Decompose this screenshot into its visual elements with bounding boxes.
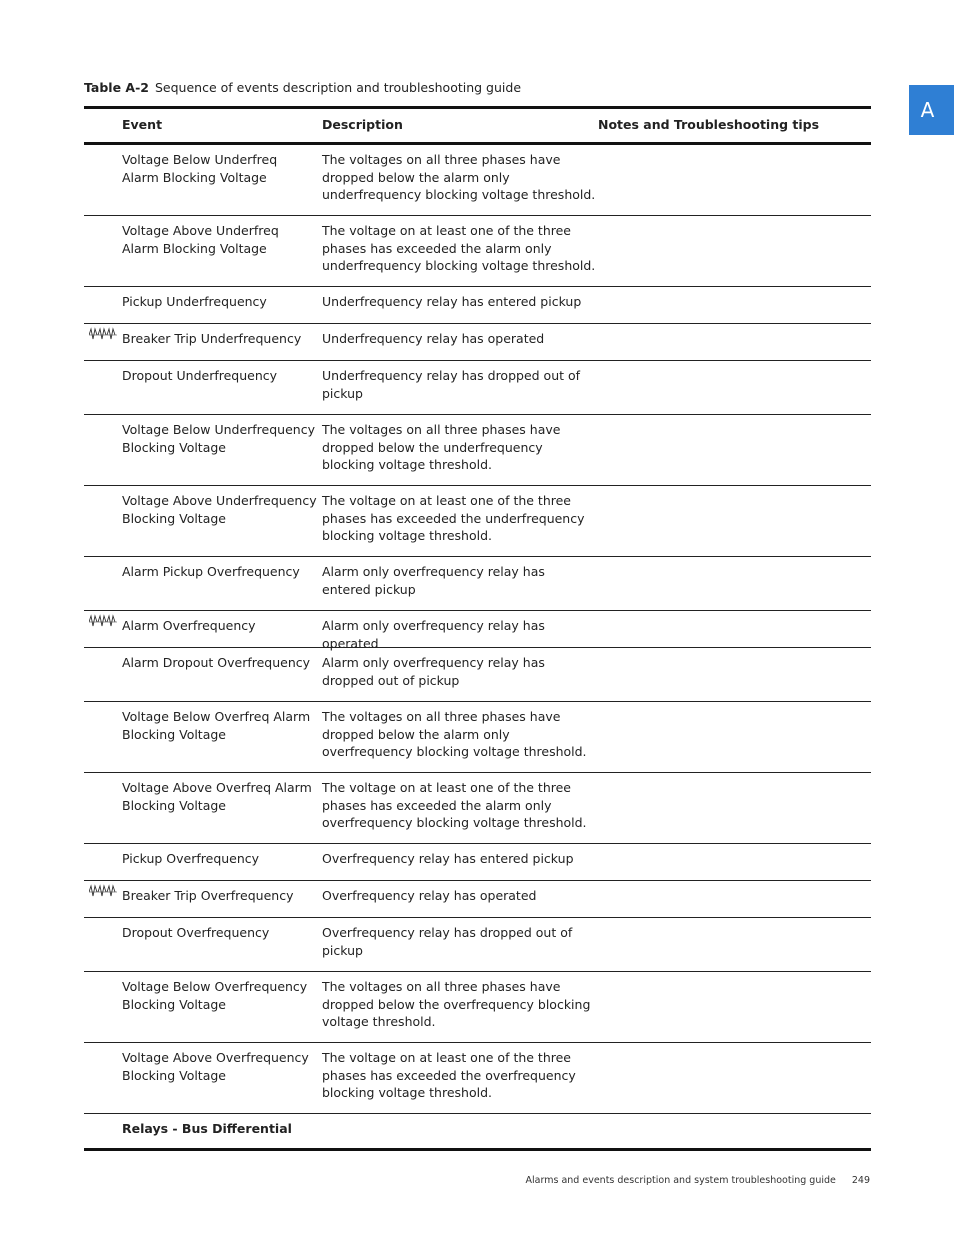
table-caption (84, 80, 521, 95)
table-row (84, 324, 871, 361)
cell-event: Voltage Below Overfreq Alarm Blocking Voltage (122, 709, 311, 742)
cell-description: Alarm only overfrequency relay has operated (322, 618, 545, 651)
cell-event: Breaker Trip Overfrequency (122, 888, 294, 903)
cell-description: The voltage on at least one of the three phases has exceeded the alarm only overfrequency blocking voltage threshold. (322, 780, 587, 830)
cell-description: Alarm only overfrequency relay has dropped out of pickup (322, 655, 545, 688)
trip-waveform-icon (89, 884, 117, 898)
cell-event: Breaker Trip Underfrequency (122, 331, 302, 346)
table-row (84, 702, 871, 773)
table-row (84, 648, 871, 702)
cell-event: Alarm Pickup Overfrequency (122, 564, 300, 579)
cell-description: Overfrequency relay has dropped out of pickup (322, 925, 573, 958)
table-row (84, 844, 871, 881)
cell-description: Alarm only overfrequency relay has entered pickup (322, 564, 545, 597)
trip-waveform-icon (89, 614, 117, 628)
cell-event: Alarm Overfrequency (122, 618, 256, 633)
cell-event: Voltage Above Overfreq Alarm Blocking Voltage (122, 780, 312, 813)
cell-description: Underfrequency relay has operated (322, 331, 545, 346)
table-row (84, 881, 871, 918)
table-header (84, 109, 871, 145)
cell-description: The voltage on at least one of the three phases has exceeded the underfrequency blocking voltage threshold. (322, 493, 585, 543)
table-row (84, 361, 871, 415)
page-footer (526, 1175, 870, 1186)
header-notes: Notes and Troubleshooting tips (598, 117, 820, 132)
table-row (84, 486, 871, 557)
table-row (84, 216, 871, 287)
table-caption-text: Sequence of events description and troubleshooting guide (154, 80, 522, 95)
cell-event: Relays - Bus Differential (122, 1121, 292, 1136)
table-row (84, 145, 871, 216)
cell-event: Voltage Below Underfrequency Blocking Voltage (122, 422, 315, 455)
table-body (84, 145, 871, 1151)
header-description: Description (322, 117, 403, 132)
cell-event: Voltage Above Underfreq Alarm Blocking Voltage (122, 223, 279, 256)
table-row (84, 972, 871, 1043)
cell-description: Underfrequency relay has dropped out of pickup (322, 368, 581, 401)
section-tab (909, 85, 954, 135)
cell-description: The voltages on all three phases have dropped below the overfrequency blocking voltage threshold. (322, 979, 591, 1029)
footer-text: Alarms and events description and system troubleshooting guide (525, 1175, 836, 1186)
cell-description: Underfrequency relay has entered pickup (322, 294, 582, 309)
cell-event: Voltage Above Underfrequency Blocking Voltage (122, 493, 317, 526)
table-row (84, 773, 871, 844)
cell-description: The voltages on all three phases have dropped below the alarm only underfrequency blocking voltage threshold. (322, 152, 596, 202)
table-row (84, 1114, 871, 1151)
cell-event: Pickup Underfrequency (122, 294, 267, 309)
section-tab-letter: A (920, 98, 935, 122)
cell-event: Pickup Overfrequency (122, 851, 260, 866)
cell-event: Alarm Dropout Overfrequency (122, 655, 311, 670)
table-row (84, 1043, 871, 1114)
cell-event: Dropout Overfrequency (122, 925, 270, 940)
cell-event: Dropout Underfrequency (122, 368, 278, 383)
cell-description: The voltage on at least one of the three phases has exceeded the overfrequency blocking voltage threshold. (322, 1050, 576, 1100)
page-number: 249 (851, 1175, 870, 1186)
table-row (84, 287, 871, 324)
cell-description: The voltages on all three phases have dropped below the alarm only overfrequency blocking voltage threshold. (322, 709, 587, 759)
events-table (84, 106, 871, 1151)
cell-event: Voltage Below Underfreq Alarm Blocking Voltage (122, 152, 278, 185)
table-caption-label: Table A-2 (84, 80, 149, 95)
table-row (84, 918, 871, 972)
cell-description: Overfrequency relay has entered pickup (322, 851, 574, 866)
trip-waveform-icon (89, 327, 117, 341)
table-row (84, 415, 871, 486)
cell-description: The voltages on all three phases have dropped below the underfrequency blocking voltage threshold. (322, 422, 561, 472)
cell-description: The voltage on at least one of the three phases has exceeded the alarm only underfrequency blocking voltage threshold. (322, 223, 596, 273)
header-event: Event (122, 117, 163, 132)
cell-event: Voltage Below Overfrequency Blocking Voltage (122, 979, 308, 1012)
table-row (84, 557, 871, 611)
cell-description: Overfrequency relay has operated (322, 888, 537, 903)
table-row (84, 611, 871, 651)
cell-event: Voltage Above Overfrequency Blocking Voltage (122, 1050, 309, 1083)
